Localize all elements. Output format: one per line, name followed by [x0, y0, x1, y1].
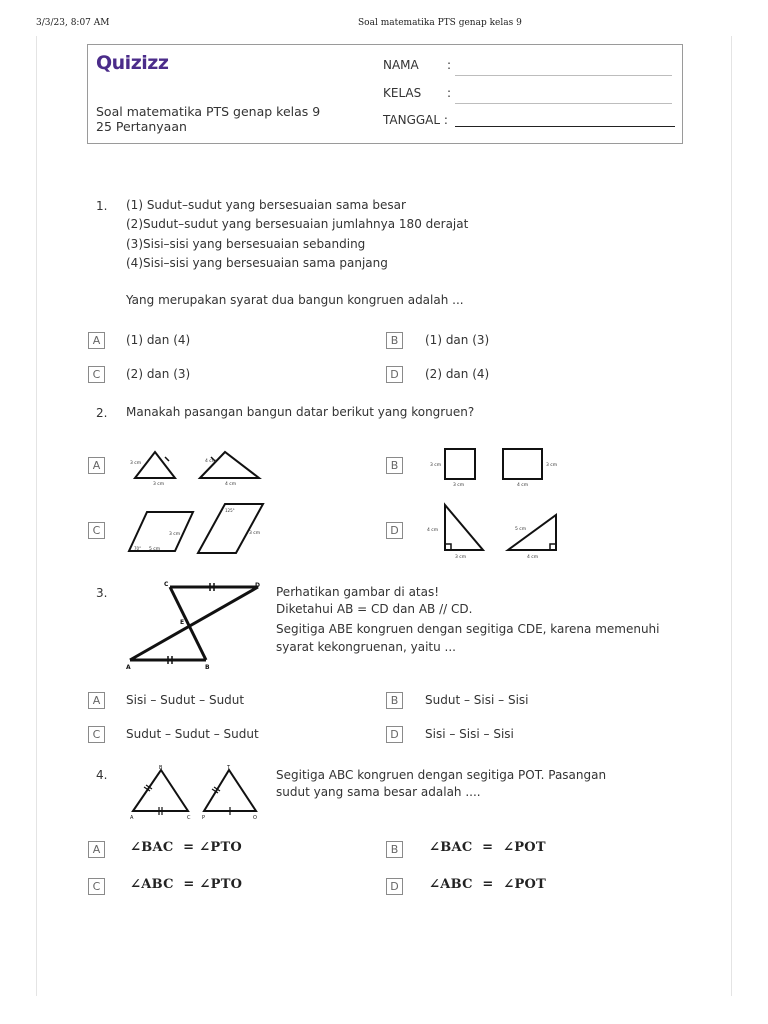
- q2-option-d-figure: [425, 500, 565, 562]
- q3-option-d-text: Sisi – Sisi – Sisi: [425, 727, 514, 741]
- fig-label: C: [187, 815, 191, 821]
- fig-label: 3 cm: [455, 555, 467, 560]
- segment-cb: [170, 587, 206, 660]
- fig-label: 5 cm: [149, 547, 161, 552]
- question-1-line-4: (4)Sisi–sisi yang bersesuaian sama panjang: [126, 256, 388, 270]
- kelas-line[interactable]: [455, 103, 672, 104]
- q1-option-c-box[interactable]: C: [88, 366, 105, 383]
- fig-label: 3 cm: [169, 532, 181, 537]
- q4-option-a-text: ∠BAC = ∠PTO: [130, 840, 243, 855]
- question-count: 25 Pertanyaan: [96, 119, 187, 134]
- q2-option-d-box[interactable]: D: [386, 522, 403, 539]
- q3-figure: [126, 580, 266, 672]
- q3-option-a-text: Sisi – Sudut – Sudut: [126, 693, 245, 707]
- fig-label: 4 cm: [527, 555, 539, 560]
- q1-option-b-text: (1) dan (3): [425, 333, 490, 347]
- q4-option-d-text: ∠ABC = ∠POT: [429, 877, 547, 892]
- triangle-pot: [204, 770, 256, 811]
- nama-colon: :: [447, 58, 452, 72]
- question-3-line-1: Perhatikan gambar di atas!: [276, 585, 440, 599]
- fig-label: 3 cm: [249, 531, 261, 536]
- q3-option-b-text: Sudut – Sisi – Sisi: [425, 693, 529, 707]
- q2-option-a-box[interactable]: A: [88, 457, 105, 474]
- tanggal-line[interactable]: [455, 126, 675, 127]
- quizizz-logo: Quizizz: [96, 52, 169, 74]
- q1-option-d-text: (2) dan (4): [425, 367, 490, 381]
- rectangle-shape: [503, 449, 542, 479]
- kelas-colon: :: [447, 86, 452, 100]
- q2-option-c-box[interactable]: C: [88, 522, 105, 539]
- fig-label: A: [130, 815, 134, 821]
- q3-option-b-box[interactable]: B: [386, 692, 403, 709]
- q1-option-d-box[interactable]: D: [386, 366, 403, 383]
- q2-option-a-figure: [125, 445, 265, 490]
- question-1-line-3: (3)Sisi–sisi yang bersesuaian sebanding: [126, 237, 366, 251]
- fig-label: E: [180, 619, 185, 626]
- tick-mark: [165, 457, 169, 461]
- q4-option-b-text: ∠BAC = ∠POT: [429, 840, 546, 855]
- question-1-line-1: (1) Sudut–sudut yang bersesuaian sama besar: [126, 198, 406, 212]
- fig-label: 3 cm: [453, 483, 465, 488]
- fig-label: A: [126, 664, 131, 671]
- question-2-number: 2.: [96, 406, 108, 420]
- q4-figure: [126, 762, 266, 822]
- fig-label: B: [205, 664, 210, 671]
- fig-label: 125°: [225, 508, 235, 513]
- question-4-number: 4.: [96, 768, 108, 782]
- q4-option-c-text: ∠ABC = ∠PTO: [130, 877, 243, 892]
- question-3-number: 3.: [96, 586, 108, 600]
- triangle-shape: [200, 452, 259, 478]
- square-shape: [445, 449, 475, 479]
- q3-option-c-box[interactable]: C: [88, 726, 105, 743]
- question-1-line-2: (2)Sudut–sudut yang bersesuaian jumlahnya 180 derajat: [126, 217, 469, 231]
- q4-option-d-box[interactable]: D: [386, 878, 403, 895]
- fig-label: 70°: [134, 546, 142, 551]
- q3-option-a-box[interactable]: A: [88, 692, 105, 709]
- q4-option-a-box[interactable]: A: [88, 841, 105, 858]
- question-3-line-4: syarat kekongruenan, yaitu ...: [276, 640, 456, 654]
- fig-label: C: [164, 581, 169, 588]
- q2-option-b-box[interactable]: B: [386, 457, 403, 474]
- q1-option-a-text: (1) dan (4): [126, 333, 191, 347]
- q3-option-c-text: Sudut – Sudut – Sudut: [126, 727, 259, 741]
- q1-option-a-box[interactable]: A: [88, 332, 105, 349]
- fig-label: B: [159, 765, 163, 771]
- fig-label: 4 cm: [225, 482, 237, 487]
- question-3-line-3: Segitiga ABE kongruen dengan segitiga CDE, karena memenuhi: [276, 622, 660, 636]
- right-triangle-shape: [508, 515, 556, 550]
- fig-label: D: [255, 582, 260, 589]
- q2-option-c-figure: [125, 500, 270, 560]
- question-4-line-2: sudut yang sama besar adalah ....: [276, 785, 481, 799]
- fig-label: T: [227, 765, 231, 771]
- fig-label: P: [202, 815, 206, 821]
- fig-label: 3 cm: [153, 482, 165, 487]
- question-3-line-2: Diketahui AB = CD dan AB // CD.: [276, 602, 473, 616]
- nama-line[interactable]: [455, 75, 672, 76]
- nama-label: NAMA: [383, 58, 419, 72]
- tanggal-label: TANGGAL :: [383, 113, 448, 127]
- question-2-prompt: Manakah pasangan bangun datar berikut yang kongruen?: [126, 405, 475, 419]
- fig-label: 4 cm: [517, 483, 529, 488]
- print-datetime: 3/3/23, 8:07 AM: [36, 18, 110, 28]
- q4-option-c-box[interactable]: C: [88, 878, 105, 895]
- fig-label: 4 cm: [427, 528, 439, 533]
- fig-label: 4 cm: [205, 459, 217, 464]
- q2-option-b-figure: [425, 445, 565, 490]
- segment-ad: [130, 587, 258, 660]
- fig-label: 3 cm: [430, 463, 442, 468]
- print-doc-title: Soal matematika PTS genap kelas 9: [358, 18, 522, 28]
- question-1-prompt: Yang merupakan syarat dua bangun kongruen adalah ...: [126, 293, 464, 307]
- kelas-label: KELAS: [383, 86, 422, 100]
- fig-label: 5 cm: [515, 527, 527, 532]
- q1-option-c-text: (2) dan (3): [126, 367, 191, 381]
- question-1-number: 1.: [96, 199, 108, 213]
- q4-option-b-box[interactable]: B: [386, 841, 403, 858]
- fig-label: O: [253, 815, 257, 821]
- triangle-abc: [133, 770, 188, 811]
- q3-option-d-box[interactable]: D: [386, 726, 403, 743]
- question-4-line-1: Segitiga ABC kongruen dengan segitiga POT. Pasangan: [276, 768, 607, 782]
- fig-label: 3 cm: [130, 461, 142, 466]
- fig-label: 3 cm: [546, 463, 558, 468]
- quiz-title: Soal matematika PTS genap kelas 9: [96, 104, 321, 119]
- q1-option-b-box[interactable]: B: [386, 332, 403, 349]
